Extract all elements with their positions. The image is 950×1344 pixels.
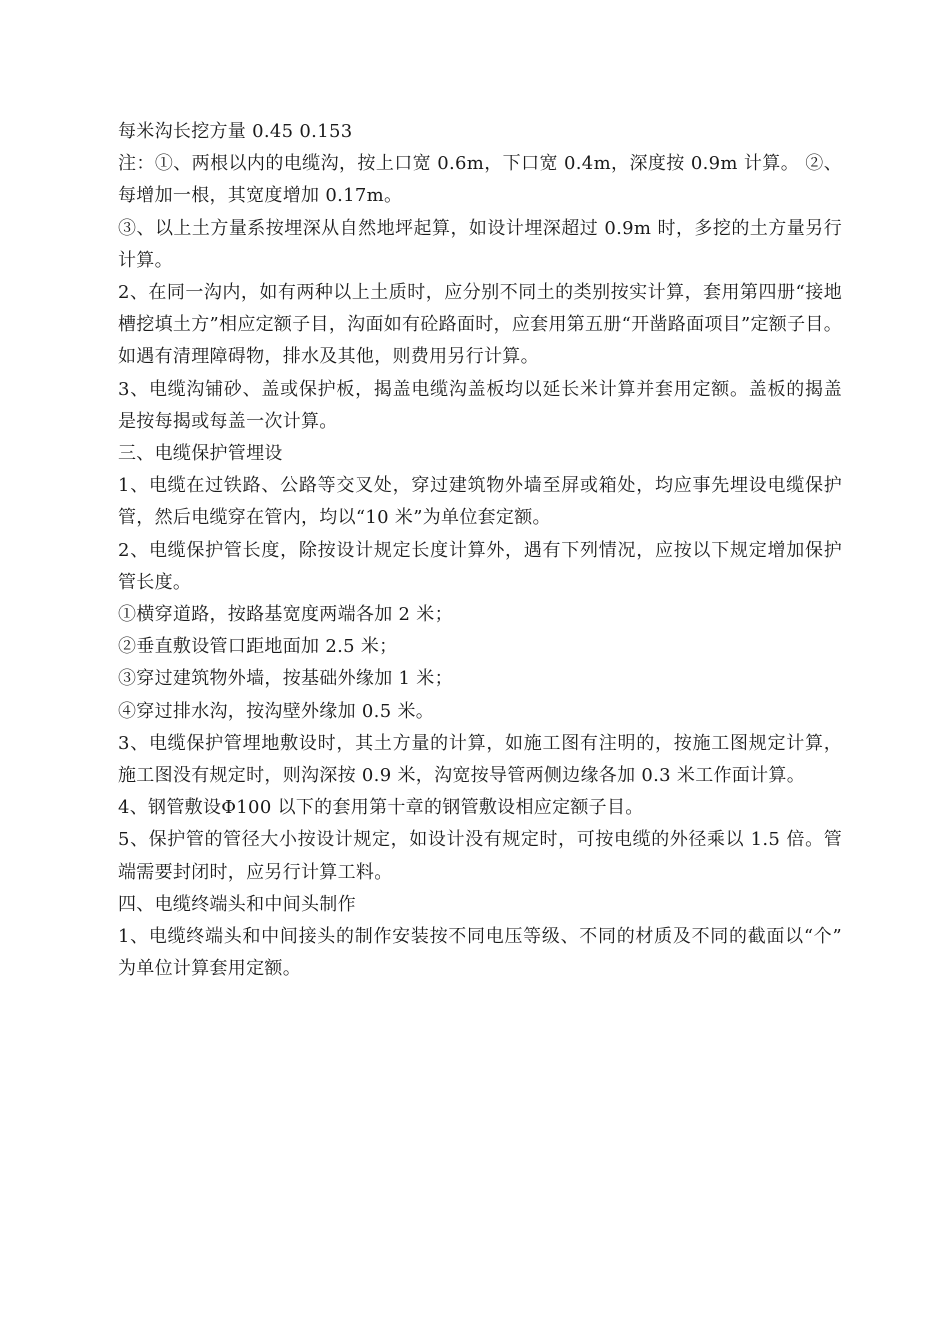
- paragraph-pipe-item-3: 3、电缆保护管埋地敷设时，其土方量的计算，如施工图有注明的，按施工图规定计算，施工图没有规定时，则沟深按 0.9 米，沟宽按导管两侧边缘各加 0.3 米工作面计算。: [118, 732, 842, 787]
- list-item-road: ①横穿道路，按路基宽度两端各加 2 米；: [118, 604, 453, 626]
- document-body: [118, 116, 842, 985]
- list-item-wall: ③穿过建筑物外墙，按基础外缘加 1 米；: [118, 668, 453, 690]
- list-item-drain: ④穿过排水沟，按沟壁外缘加 0.5 米。: [118, 700, 435, 722]
- paragraph-pipe-item-2: 2、电缆保护管长度，除按设计规定长度计算外，遇有下列情况，应按以下规定增加保护管长度。: [118, 539, 842, 593]
- paragraph-item-3-cover: 3、电缆沟铺砂、盖或保护板，揭盖电缆沟盖板均以延长米计算并套用定额。盖板的揭盖是按每揭或每盖一次计算。: [118, 378, 842, 432]
- paragraph-pipe-item-5: 5、保护管的管径大小按设计规定，如设计没有规定时，可按电缆的外径乘以 1.5 倍。管端需要封闭时，应另行计算工料。: [118, 829, 842, 883]
- section-heading-terminal-joint: 四、电缆终端头和中间头制作: [118, 893, 356, 915]
- paragraph-joint-item-1: 1、电缆终端头和中间接头的制作安装按不同电压等级、不同的材质及不同的截面以“个”为单位计算套用定额。: [118, 926, 842, 980]
- paragraph-item-2-soil: 2、在同一沟内，如有两种以上土质时，应分别不同土的类别按实计算，套用第四册“接地槽挖填土方”相应定额子目，沟面如有砼路面时，应套用第五册“开凿路面项目”定额子目。如遇有清理障碍物，排水及其他，则费用另行计算。: [118, 282, 842, 368]
- list-item-vertical: ②垂直敷设管口距地面加 2.5 米；: [118, 636, 398, 658]
- paragraph-note-depth: ③、以上土方量系按埋深从自然地坪起算，如设计埋深超过 0.9m 时，多挖的土方量另行计算。: [118, 217, 842, 271]
- paragraph-note-trench-size: 注：①、两根以内的电缆沟，按上口宽 0.6m，下口宽 0.4m，深度按 0.9m 计算。 ②、每增加一根，其宽度增加 0.17m。: [118, 153, 842, 207]
- paragraph-pipe-item-1: 1、电缆在过铁路、公路等交叉处，穿过建筑物外墙至屏或箱处，均应事先埋设电缆保护管，然后电缆穿在管内，均以“10 米”为单位套定额。: [118, 475, 842, 529]
- section-heading-protection-pipe: 三、电缆保护管埋设: [118, 443, 283, 465]
- paragraph-excavation-volume: 每米沟长挖方量 0.45 0.153: [118, 121, 353, 142]
- paragraph-pipe-item-4: 4、钢管敷设Φ100 以下的套用第十章的钢管敷设相应定额子目。: [118, 797, 644, 819]
